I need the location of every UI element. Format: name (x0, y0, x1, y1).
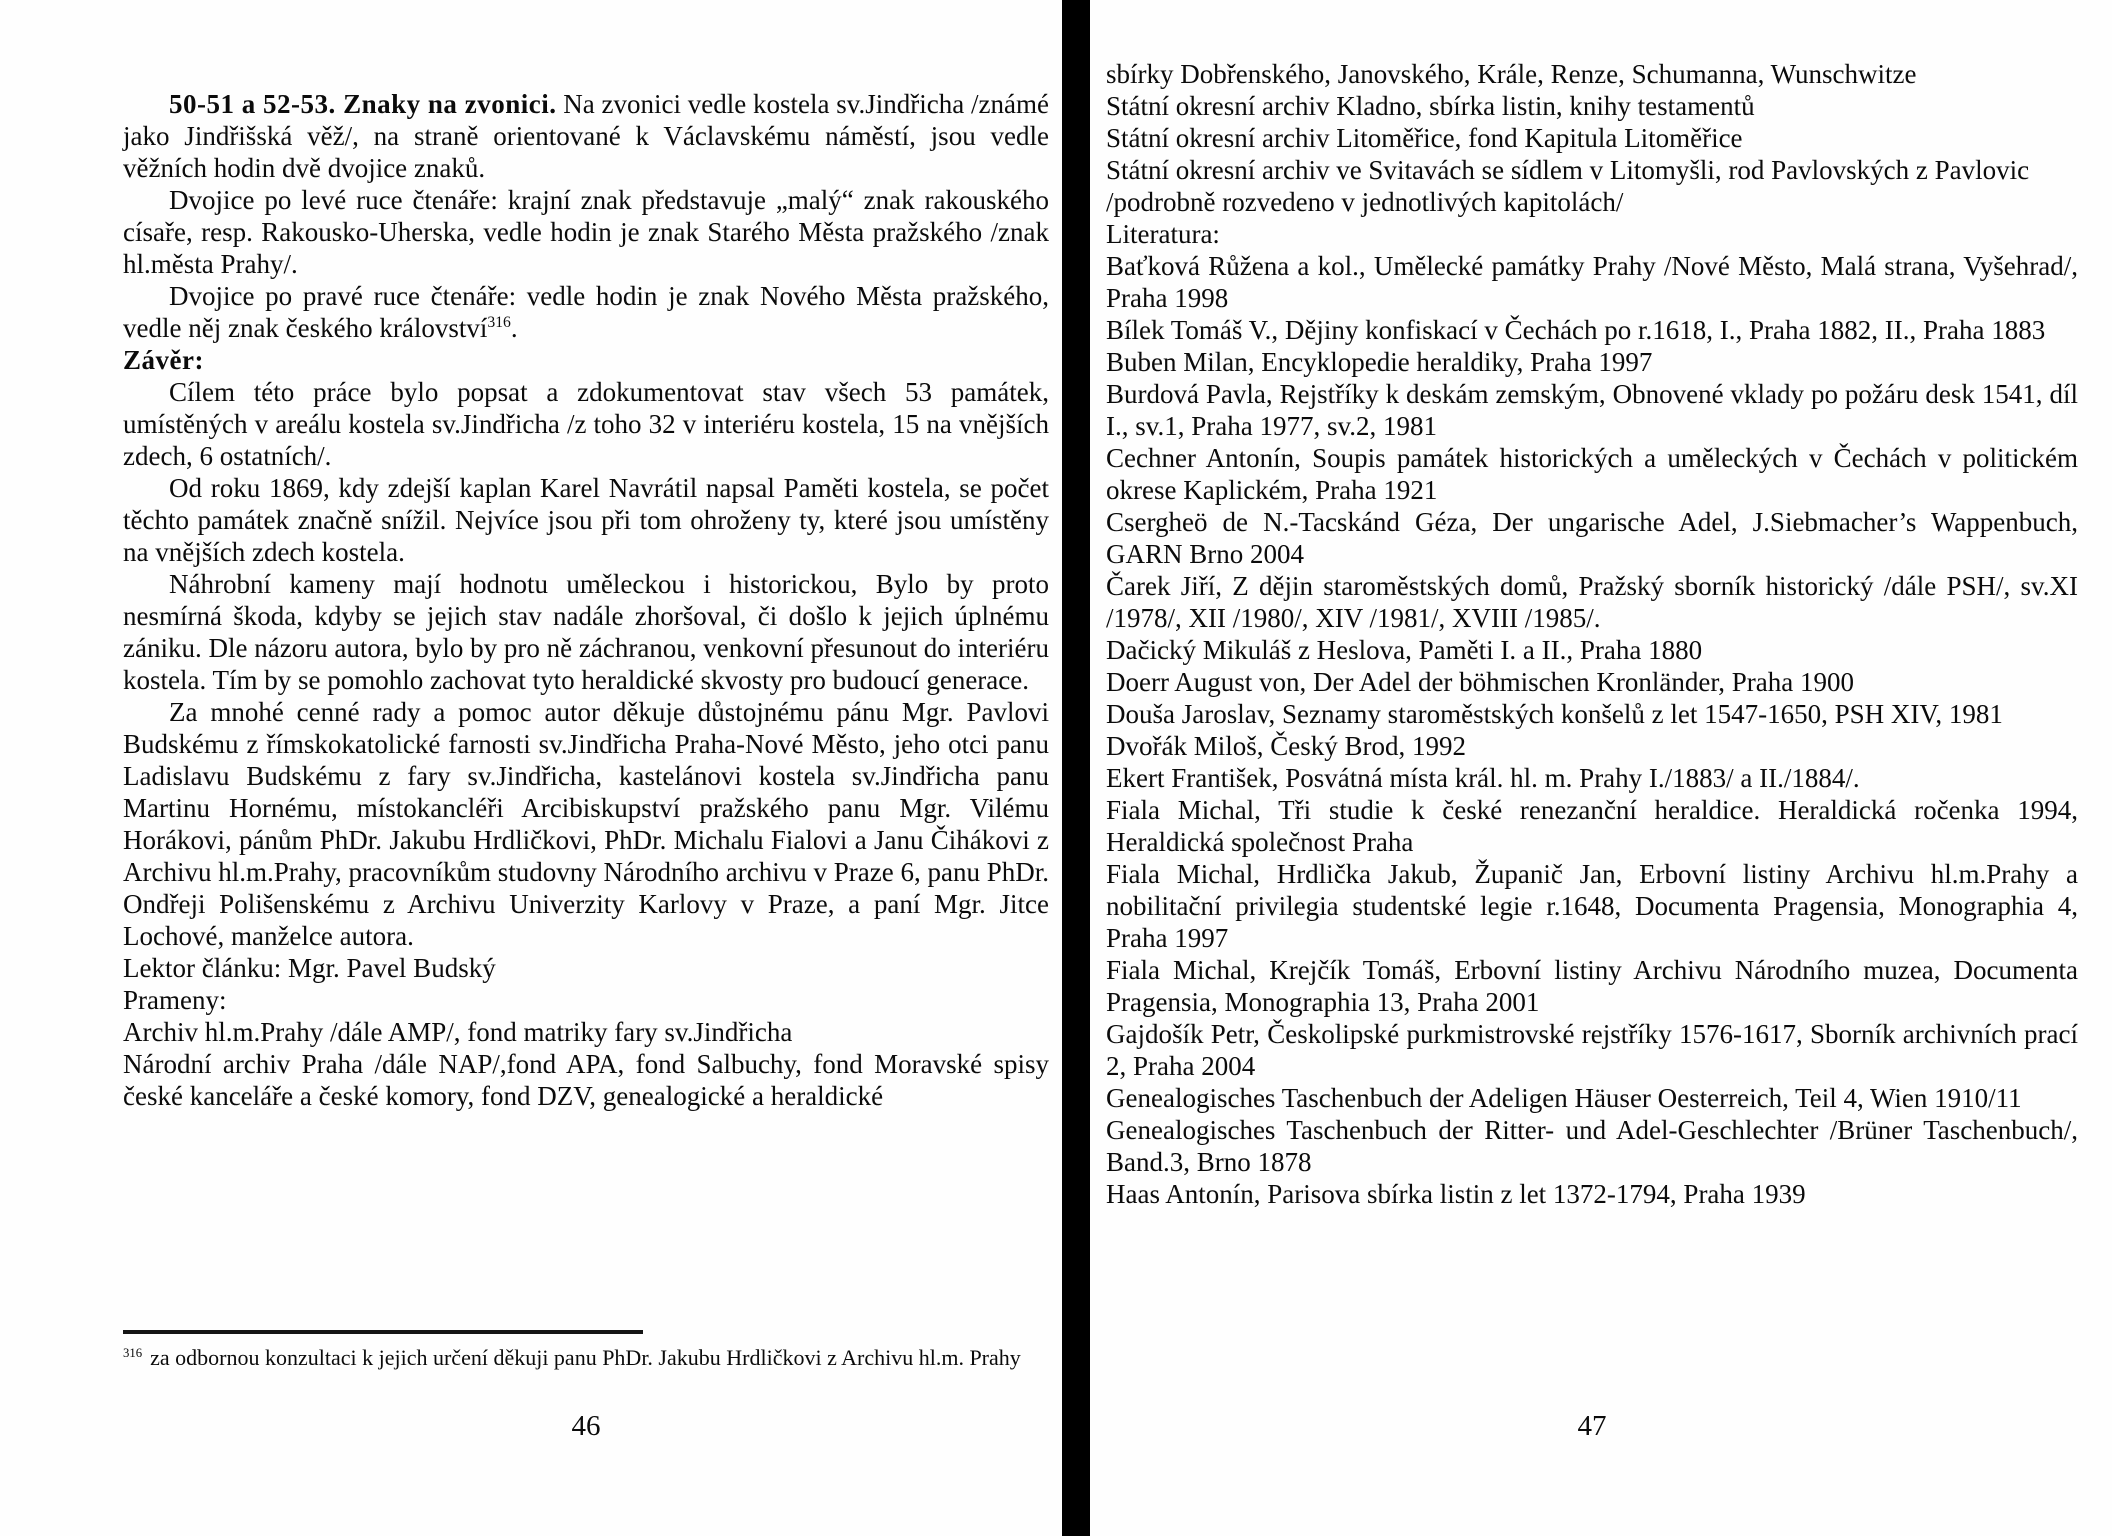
entry-text: Fiala Michal, Krejčík Tomáš, Erbovní listiny Archivu Národního muzea, Documenta Pragensia, Monographia 13, Praha 2001 (1106, 955, 2078, 1017)
entry-text: Gajdošík Petr, Českolipské purkmistrovské rejstříky 1576-1617, Sborník archivních prací 2, Praha 2004 (1106, 1019, 2078, 1081)
paragraph (123, 344, 1049, 376)
paragraph-text: Náhrobní kameny mají hodnotu uměleckou i historickou, Bylo by proto nesmírná škoda, kdyby se jejich stav nadále zhoršoval, či došlo k jejich úplnému zániku. Dle názoru autora, bylo by pro ně záchranou, venkovní přesunout do interiéru kostela. Tím by se pomohlo zachovat tyto heraldické skvosty pro budoucí generace. (123, 569, 1049, 695)
paragraph-tail: . (510, 313, 518, 343)
paragraph-bold-lead: Závěr: (123, 345, 204, 375)
entry-text: Fiala Michal, Hrdlička Jakub, Županič Jan, Erbovní listiny Archivu hl.m.Prahy a nobilitační privilegia studentské legie r.1648, Documenta Pragensia, Monographia 4, Praha 1997 (1106, 859, 2078, 953)
paragraph (123, 472, 1049, 568)
entry-text: Buben Milan, Encyklopedie heraldiky, Praha 1997 (1106, 347, 1653, 377)
left-page-text-column (123, 88, 1049, 1112)
entry-text: Haas Antonín, Parisova sbírka listin z let 1372-1794, Praha 1939 (1106, 1179, 1806, 1209)
bibliography-entry (1106, 730, 2078, 762)
entry-text: Dvořák Miloš, Český Brod, 1992 (1106, 731, 1466, 761)
entry-text: Státní okresní archiv Kladno, sbírka listin, knihy testamentů (1106, 91, 1755, 121)
paragraph (123, 88, 1049, 184)
paragraph-text: Národní archiv Praha /dále NAP/,fond APA, fond Salbuchy, fond Moravské spisy české kanceláře a české komory, fond DZV, genealogické a heraldické (123, 1049, 1049, 1111)
bibliography-entry (1106, 762, 2078, 794)
bibliography-entry (1106, 1082, 2078, 1114)
paragraph-text: Cílem této práce bylo popsat a zdokumentovat stav všech 53 památek, umístěných v areálu kostela sv.Jindřicha /z toho 32 v interiéru kostela, 15 na vnějších zdech, 6 ostatních/. (123, 377, 1049, 471)
paragraph (123, 184, 1049, 280)
bibliography-entry (1106, 442, 2078, 506)
bibliography-entry (1106, 506, 2078, 570)
bibliography-entry (1106, 90, 2078, 122)
bibliography-entry (1106, 154, 2078, 186)
bibliography-entry (1106, 1114, 2078, 1178)
entry-text: Státní okresní archiv ve Svitavách se sídlem v Litomyšli, rod Pavlovských z Pavlovic (1106, 155, 2030, 185)
entry-text: Fiala Michal, Tři studie k české renezanční heraldice. Heraldická ročenka 1994, Heraldická společnost Praha (1106, 795, 2078, 857)
entry-text: Doerr August von, Der Adel der böhmischen Kronländer, Praha 1900 (1106, 667, 1854, 697)
footnote-separator-rule (123, 1330, 643, 1334)
bibliography-entry (1106, 858, 2078, 954)
bibliography-entry (1106, 218, 2078, 250)
paragraph-text: Archiv hl.m.Prahy /dále AMP/, fond matriky fary sv.Jindřicha (123, 1017, 793, 1047)
bibliography-entry (1106, 378, 2078, 442)
paragraph (123, 568, 1049, 696)
paragraph (123, 696, 1049, 952)
bibliography-entry (1106, 186, 2078, 218)
entry-text: Douša Jaroslav, Seznamy staroměstských konšelů z let 1547-1650, PSH XIV, 1981 (1106, 699, 2003, 729)
paragraph-text: Lektor článku: Mgr. Pavel Budský (123, 953, 496, 983)
entry-text: Baťková Růžena a kol., Umělecké památky Prahy /Nové Město, Malá strana, Vyšehrad/, Praha 1998 (1106, 251, 2078, 313)
page-number-right: 47 (1577, 1410, 1607, 1442)
bibliography-entry (1106, 698, 2078, 730)
entry-text: Dačický Mikuláš z Heslova, Paměti I. a II., Praha 1880 (1106, 635, 1703, 665)
paragraph (123, 1016, 1049, 1048)
paragraph-text: Dvojice po levé ruce čtenáře: krajní znak představuje „malý“ znak rakouského císaře, resp. Rakousko-Uherska, vedle hodin je znak Starého Města pražského /znak hl.města Prahy/. (123, 185, 1049, 279)
footnote-marker: 316 (123, 1345, 143, 1360)
paragraph-text: Za mnohé cenné rady a pomoc autor děkuje důstojnému pánu Mgr. Pavlovi Budskému z římskokatolické farnosti sv.Jindřicha Praha-Nové Město, jeho otci panu Ladislavu Budskému z fary sv.Jindřicha, kastelánovi kostela sv.Jindřicha panu Martinu Hornému, místokancléři Arcibiskupství pražského panu Mgr. Vilému Horákovi, pánům PhDr. Jakubu Hrdličkovi, PhDr. Michalu Fialovi a Janu Čihákovi z Archivu hl.m.Prahy, pracovníkům studovny Národního archivu v Praze 6, panu PhDr. Ondřeji Polišenskému z Archivu Univerzity Karlovy v Praze, a paní Mgr. Jitce Lochové, manželce autora. (123, 697, 1049, 951)
paragraph-bold-lead: 50-51 a 52-53. Znaky na zvonici. (169, 89, 557, 119)
entry-text: Státní okresní archiv Litoměřice, fond Kapitula Litoměřice (1106, 123, 1743, 153)
bibliography-entry (1106, 794, 2078, 858)
bibliography-entry (1106, 250, 2078, 314)
paragraph-text: Prameny: (123, 985, 227, 1015)
footnote-reference: 316 (487, 314, 511, 331)
entry-text: Bílek Tomáš V., Dějiny konfiskací v Čechách po r.1618, I., Praha 1882, II., Praha 1883 (1106, 315, 2046, 345)
footnote-text: za odbornou konzultaci k jejich určení děkuji panu PhDr. Jakubu Hrdličkovi z Archivu hl.m. Prahy (150, 1345, 1021, 1370)
entry-text: sbírky Dobřenského, Janovského, Krále, Renze, Schumanna, Wunschwitze (1106, 59, 1917, 89)
page-binding-bar (1062, 0, 1090, 1536)
paragraph (123, 984, 1049, 1016)
bibliography-entry (1106, 570, 2078, 634)
bibliography-entry (1106, 634, 2078, 666)
paragraph (123, 952, 1049, 984)
bibliography-entry (1106, 58, 2078, 90)
bibliography-entry (1106, 1018, 2078, 1082)
entry-text: /podrobně rozvedeno v jednotlivých kapitolách/ (1106, 187, 1624, 217)
footnote (123, 1344, 1053, 1372)
entry-text: Ekert František, Posvátná místa král. hl. m. Prahy I./1883/ a II./1884/. (1106, 763, 1860, 793)
paragraph-text: Od roku 1869, kdy zdejší kaplan Karel Navrátil napsal Paměti kostela, se počet těchto památek značně snížil. Nejvíce jsou při tom ohroženy ty, které jsou umístěny na vnějších zdech kostela. (123, 473, 1049, 567)
entry-text: Burdová Pavla, Rejstříky k deskám zemským, Obnovené vklady po požáru desk 1541, díl I., sv.1, Praha 1977, sv.2, 1981 (1106, 379, 2078, 441)
paragraph (123, 1048, 1049, 1112)
entry-text: Genealogisches Taschenbuch der Ritter- und Adel-Geschlechter /Brüner Taschenbuch/, Band.3, Brno 1878 (1106, 1115, 2078, 1177)
entry-text: Čarek Jiří, Z dějin staroměstských domů, Pražský sborník historický /dále PSH/, sv.XI /1978/, XII /1980/, XIV /1981/, XVIII /1985/. (1106, 571, 2078, 633)
bibliography-entry (1106, 666, 2078, 698)
entry-text: Genealogisches Taschenbuch der Adeligen Häuser Oesterreich, Teil 4, Wien 1910/11 (1106, 1083, 2022, 1113)
page-number-left: 46 (571, 1410, 601, 1442)
bibliography-entry (1106, 346, 2078, 378)
paragraph-text: Na zvonici vedle kostela sv.Jindřicha /známé jako Jindřišská věž/, na straně orientované k Václavskému náměstí, jsou vedle věžních hodin dvě dvojice znaků. (123, 89, 1050, 183)
bibliography-entry (1106, 314, 2078, 346)
entry-text: Cechner Antonín, Soupis památek historických a uměleckých v Čechách v politickém okrese Kaplickém, Praha 1921 (1106, 443, 2078, 505)
entry-text: Literatura: (1106, 219, 1220, 249)
right-page-text-column (1106, 58, 2078, 1210)
bibliography-entry (1106, 1178, 2078, 1210)
bibliography-entry (1106, 954, 2078, 1018)
paragraph (123, 280, 1049, 344)
paragraph (123, 376, 1049, 472)
bibliography-entry (1106, 122, 2078, 154)
entry-text: Csergheö de N.-Tacskánd Géza, Der ungarische Adel, J.Siebmacher’s Wappenbuch, GARN Brno 2004 (1106, 507, 2078, 569)
paragraph-text: Dvojice po pravé ruce čtenáře: vedle hodin je znak Nového Města pražského, vedle něj znak českého království (123, 281, 1049, 343)
